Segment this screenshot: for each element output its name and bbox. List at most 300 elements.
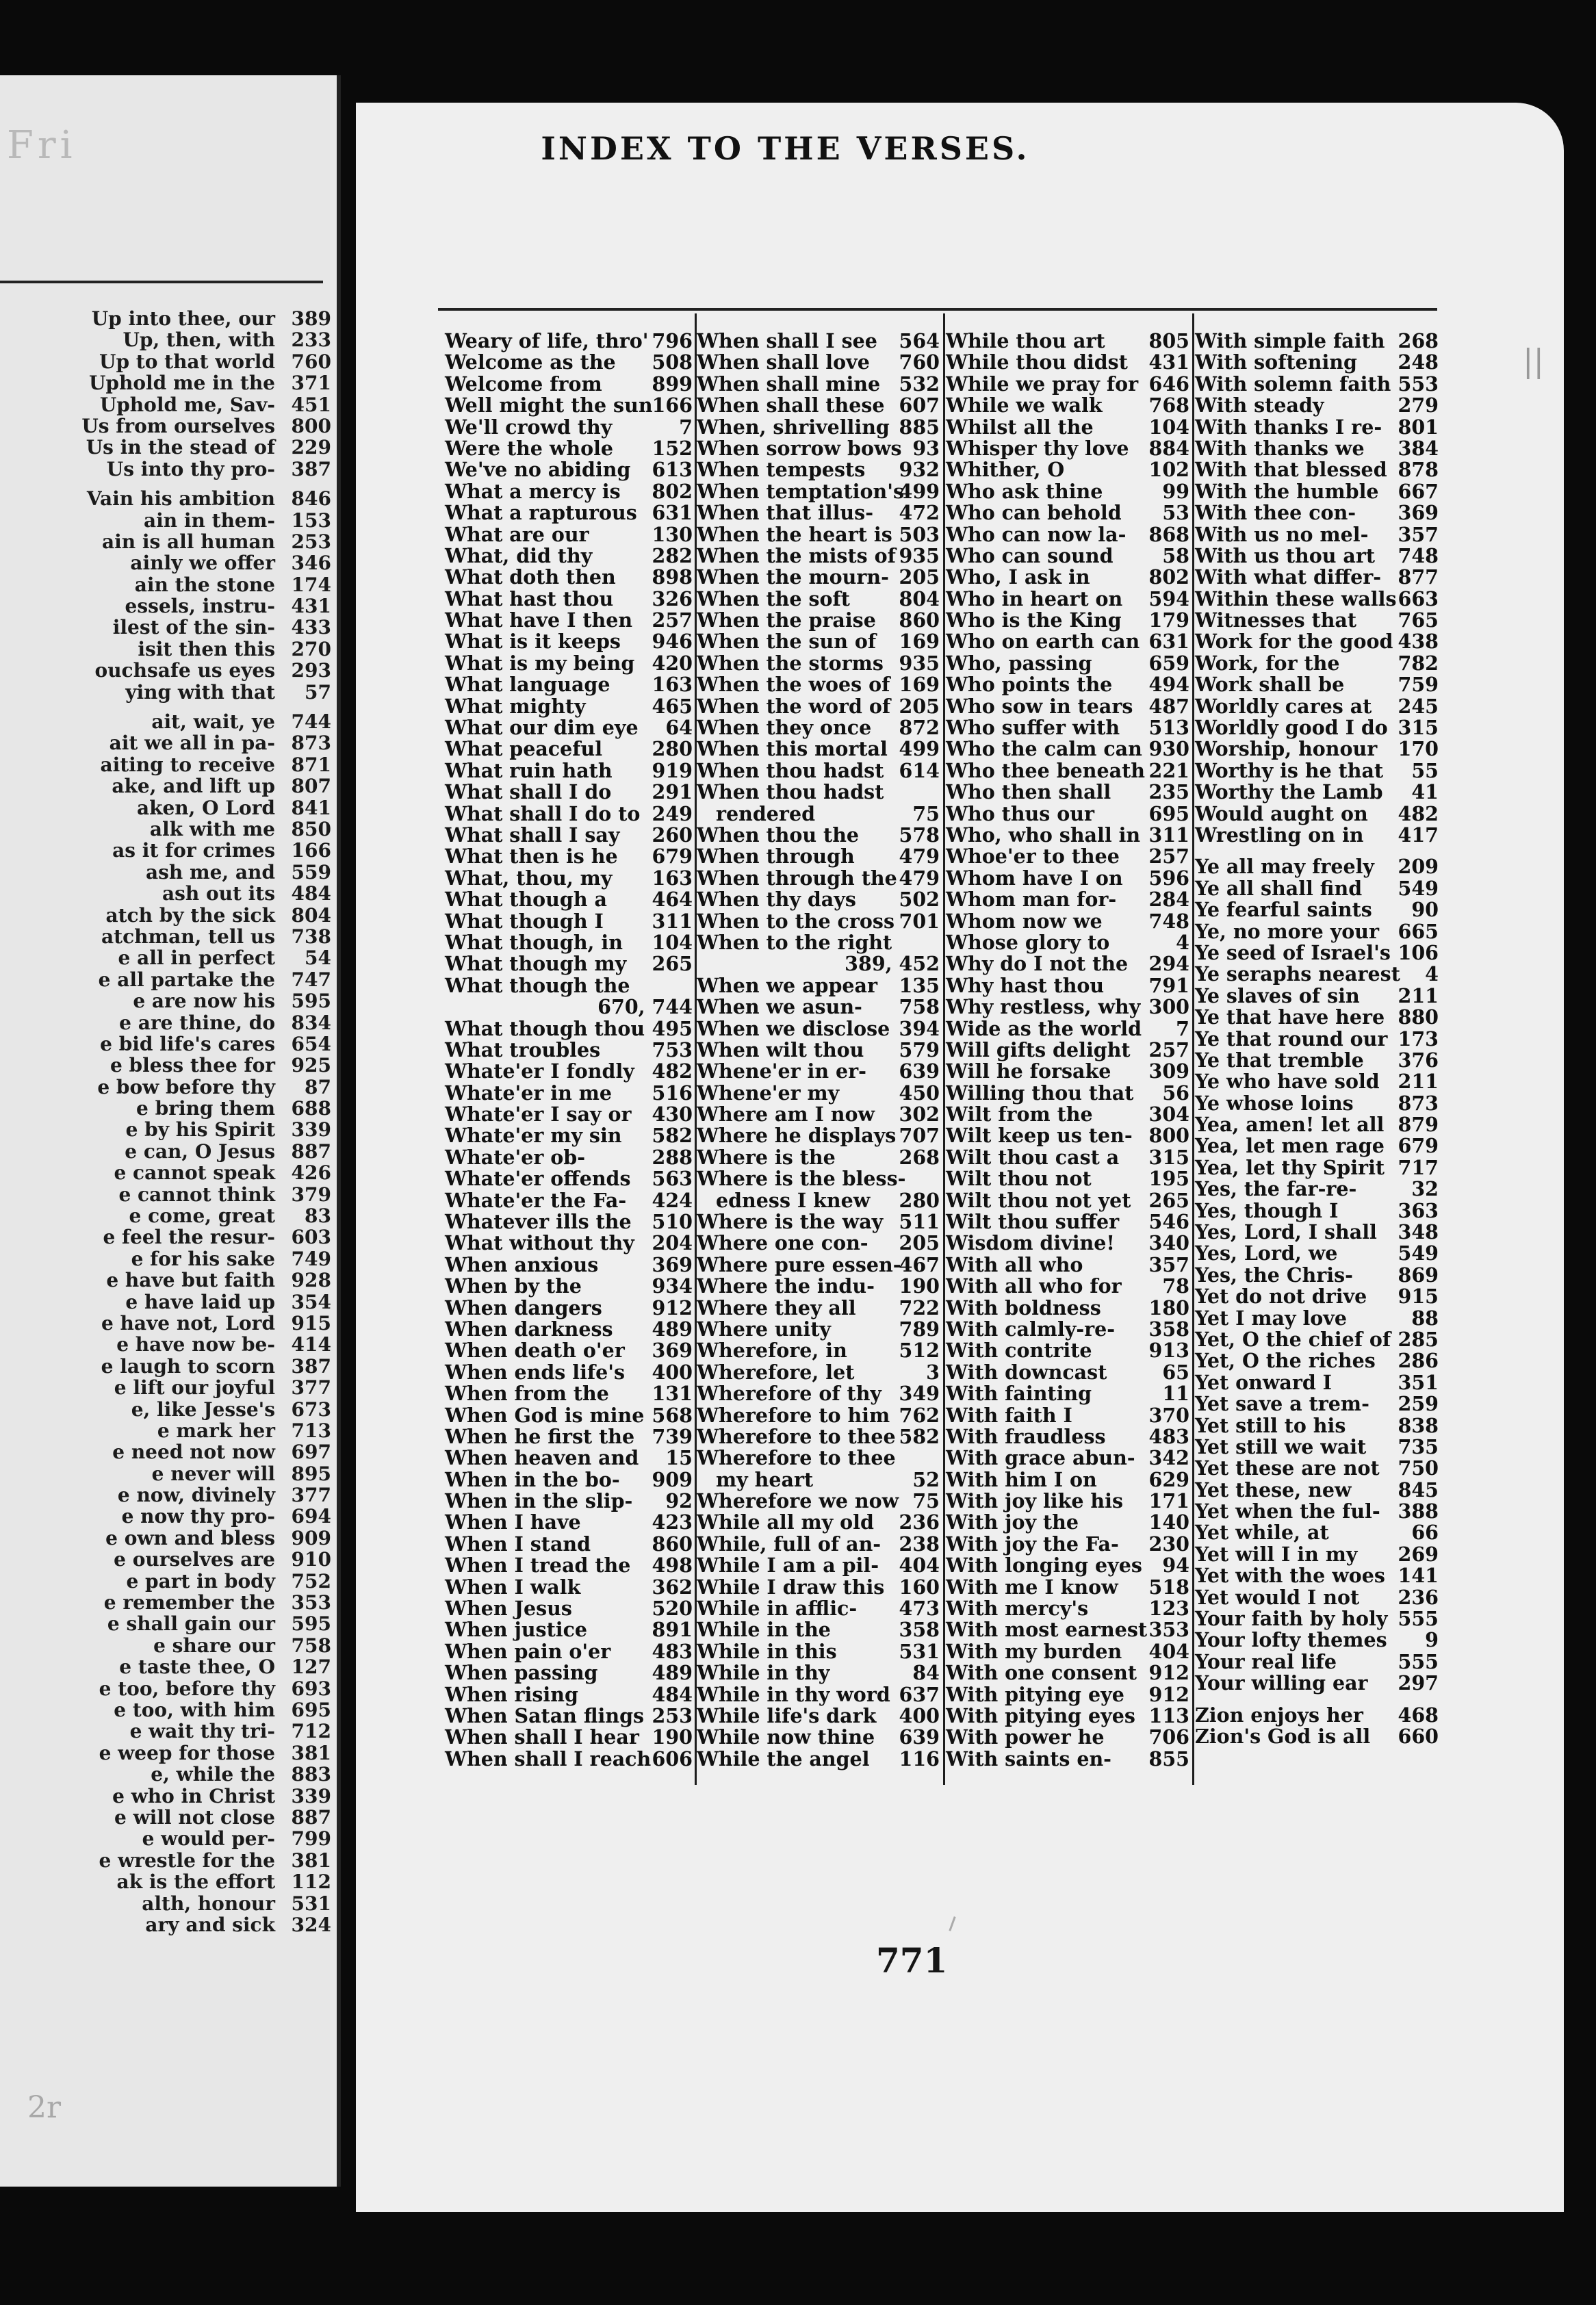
index-entry — [1195, 1200, 1439, 1222]
index-entry — [445, 1534, 693, 1555]
entry-first-line: While we pray for — [946, 372, 1139, 396]
left-line-number: 895 — [291, 1463, 331, 1485]
entry-first-line: Where is the way — [697, 1210, 884, 1234]
left-index-line — [0, 1463, 337, 1484]
left-index-line — [0, 1141, 337, 1162]
index-entry — [697, 331, 940, 352]
entry-first-line: Witnesses that — [1195, 608, 1357, 632]
index-entry — [445, 825, 693, 846]
left-line-number: 293 — [291, 660, 331, 682]
index-entry — [1195, 696, 1439, 717]
left-line-text: e laugh to scorn — [101, 1355, 275, 1378]
index-entry — [1195, 524, 1439, 545]
index-entry — [946, 1512, 1189, 1533]
entry-first-line: When I stand — [445, 1532, 591, 1556]
index-entry — [697, 545, 940, 567]
index-entry — [445, 738, 693, 760]
left-index-line — [0, 552, 337, 574]
entry-first-line: Yet these are not — [1195, 1456, 1380, 1480]
index-entry — [445, 1083, 693, 1104]
left-line-text: e have now be- — [116, 1334, 275, 1356]
entry-first-line: Where the indu- — [697, 1274, 875, 1298]
entry-hymn-number: 629 — [1148, 1467, 1189, 1491]
entry-hymn-number: 257 — [652, 608, 693, 632]
entry-hymn-number: 879 — [1398, 1113, 1439, 1137]
index-entry — [697, 1362, 940, 1383]
entry-first-line: With him I on — [946, 1467, 1097, 1491]
entry-hymn-number: 170 — [1398, 737, 1439, 761]
entry-first-line: Wherefore to him — [697, 1403, 890, 1427]
left-line-text: e have but faith — [106, 1270, 275, 1291]
index-entry — [697, 953, 940, 975]
left-line-number: 339 — [291, 1785, 331, 1807]
left-line-text: alth, honour — [142, 1892, 275, 1914]
entry-hymn-number: 93 — [912, 436, 940, 460]
entry-hymn-number: 376 — [1398, 1048, 1439, 1072]
left-line-number: 799 — [291, 1828, 331, 1850]
index-entry — [946, 653, 1189, 674]
left-index-line — [0, 797, 337, 819]
entry-hymn-number: 351 — [1398, 1370, 1439, 1394]
index-entry — [946, 1426, 1189, 1447]
left-line-text: ain is all human — [101, 530, 275, 553]
left-line-text: e too, with him — [114, 1699, 275, 1721]
left-line-number: 484 — [291, 883, 331, 905]
index-entry — [697, 1319, 940, 1340]
entry-hymn-number: 631 — [1148, 630, 1189, 654]
index-entry — [697, 932, 940, 953]
index-entry — [1195, 481, 1439, 502]
entry-first-line: What our dim eye — [445, 716, 639, 740]
index-entry — [445, 502, 693, 524]
entry-hymn-number: 388 — [1398, 1499, 1439, 1523]
index-entry — [1195, 1522, 1439, 1543]
left-line-text: Up to that world — [99, 350, 275, 373]
index-entry — [445, 524, 693, 545]
index-entry — [1195, 1265, 1439, 1286]
entry-hymn-number: 291 — [652, 780, 693, 804]
index-entry — [1195, 1243, 1439, 1264]
left-line-number: 83 — [305, 1205, 331, 1227]
entry-first-line: Weary of life, thro' — [445, 329, 649, 352]
entry-hymn-number: 66 — [1411, 1521, 1439, 1545]
index-entry — [445, 760, 693, 782]
entry-first-line: Who suffer with — [946, 716, 1120, 740]
entry-hymn-number: 511 — [899, 1210, 940, 1234]
left-index-line — [0, 1055, 337, 1076]
left-line-text: e share our — [153, 1634, 275, 1657]
entry-hymn-number: 670, 744 — [597, 995, 693, 1019]
index-entry — [946, 1298, 1189, 1319]
entry-hymn-number: 489 — [652, 1317, 693, 1341]
entry-first-line: Wherefore, in — [697, 1339, 847, 1363]
entry-first-line: Your lofty themes — [1195, 1628, 1387, 1652]
index-entry — [946, 1147, 1189, 1168]
index-entry — [946, 1727, 1189, 1748]
entry-hymn-number: 269 — [1398, 1542, 1439, 1566]
index-entry — [1195, 1372, 1439, 1393]
left-line-text: e now, divinely — [117, 1484, 275, 1506]
left-index-line — [0, 711, 337, 732]
entry-first-line: We've no abiding — [445, 458, 631, 482]
index-entry — [445, 846, 693, 867]
entry-first-line: Wilt thou not — [946, 1167, 1092, 1191]
entry-hymn-number: 934 — [652, 1274, 693, 1298]
index-entry — [445, 1619, 693, 1640]
entry-hymn-number: 353 — [1148, 1618, 1189, 1642]
entry-first-line: Yet when the ful- — [1195, 1499, 1380, 1523]
entry-hymn-number: 102 — [1148, 458, 1189, 482]
entry-hymn-number: 88 — [1411, 1306, 1439, 1330]
entry-first-line: When tempests — [697, 458, 866, 482]
entry-first-line: rendered — [716, 801, 816, 825]
left-line-number: 166 — [291, 840, 331, 862]
index-entry — [697, 889, 940, 910]
entry-first-line: Ye all shall find — [1195, 876, 1363, 900]
entry-first-line: We'll crowd thy — [445, 415, 613, 439]
entry-hymn-number: 400 — [899, 1704, 940, 1727]
entry-hymn-number: 11 — [1162, 1382, 1189, 1406]
entry-first-line: With thee con- — [1195, 501, 1356, 525]
left-line-number: 887 — [291, 1806, 331, 1829]
entry-first-line: Ye slaves of sin — [1195, 983, 1360, 1007]
entry-hymn-number: 802 — [1148, 565, 1189, 589]
index-entry — [946, 1190, 1189, 1211]
entry-hymn-number: 759 — [1398, 673, 1439, 697]
entry-first-line: Yet onward I — [1195, 1370, 1333, 1394]
index-entry — [1195, 899, 1439, 920]
left-line-text: e remember the — [103, 1592, 275, 1614]
index-entry — [445, 589, 693, 610]
index-entry — [1195, 1007, 1439, 1028]
index-entry — [946, 1083, 1189, 1104]
left-index-line — [0, 1893, 337, 1914]
entry-first-line: Who points the — [946, 673, 1113, 697]
entry-hymn-number: 221 — [1148, 758, 1189, 782]
left-index-line — [0, 437, 337, 458]
left-line-text: e never will — [151, 1463, 275, 1485]
left-line-text: ake, and lift up — [112, 775, 275, 797]
entry-first-line: Where they all — [697, 1296, 856, 1319]
entry-first-line: Ye that round our — [1195, 1027, 1388, 1051]
entry-hymn-number: 508 — [652, 350, 693, 374]
index-entry — [1195, 1093, 1439, 1114]
entry-first-line: With boldness — [946, 1296, 1101, 1319]
entry-first-line: While in thy word — [697, 1682, 890, 1706]
left-index-line — [0, 883, 337, 904]
left-index-line — [0, 459, 337, 480]
entry-first-line: Work for the good — [1195, 630, 1393, 654]
entry-first-line: Ye, no more your — [1195, 919, 1380, 943]
entry-first-line: With joy the Fa- — [946, 1532, 1119, 1556]
index-entry — [1195, 1135, 1439, 1157]
entry-hymn-number: 438 — [1398, 630, 1439, 654]
entry-hymn-number: 912 — [1148, 1682, 1189, 1706]
entry-first-line: What, thou, my — [445, 866, 613, 890]
entry-hymn-number: 169 — [899, 673, 940, 697]
left-line-text: e will not close — [114, 1806, 275, 1829]
index-entry — [946, 975, 1189, 996]
entry-hymn-number: 873 — [1398, 1091, 1439, 1115]
left-line-text: ouchsafe us eyes — [94, 660, 275, 682]
index-entry — [946, 331, 1189, 352]
left-line-text: e by his Spirit — [125, 1119, 275, 1141]
entry-hymn-number: 342 — [1148, 1446, 1189, 1470]
entry-first-line: Worthy is he that — [1195, 758, 1384, 782]
entry-hymn-number: 915 — [1398, 1285, 1439, 1309]
entry-hymn-number: 564 — [899, 329, 940, 352]
entry-hymn-number: 404 — [899, 1554, 940, 1578]
left-line-number: 712 — [291, 1721, 331, 1742]
index-entry — [946, 610, 1189, 631]
index-entry — [946, 803, 1189, 825]
left-line-text: e bless thee for — [110, 1055, 275, 1077]
entry-hymn-number: 280 — [652, 737, 693, 761]
left-index-line — [0, 1506, 337, 1527]
entry-hymn-number: 482 — [1398, 801, 1439, 825]
entry-first-line: Yet do not drive — [1195, 1285, 1367, 1309]
left-index-line — [0, 595, 337, 617]
left-line-text: e cannot think — [118, 1183, 275, 1206]
entry-hymn-number: 872 — [899, 716, 940, 740]
left-line-number: 758 — [291, 1634, 331, 1657]
entry-hymn-number: 259 — [1398, 1392, 1439, 1416]
index-entry — [697, 653, 940, 674]
left-index-line — [0, 775, 337, 797]
index-entry — [697, 868, 940, 889]
entry-first-line: What though the — [445, 973, 630, 997]
entry-hymn-number: 152 — [652, 436, 693, 460]
entry-hymn-number: 679 — [1398, 1134, 1439, 1158]
entry-first-line: Worship, honour — [1195, 737, 1378, 761]
index-column-3 — [946, 331, 1189, 1770]
entry-hymn-number: 123 — [1148, 1597, 1189, 1621]
entry-first-line: Who, who shall in — [946, 823, 1141, 847]
index-entry — [445, 696, 693, 717]
entry-first-line: When Jesus — [445, 1597, 572, 1621]
entry-first-line: Where is the — [697, 1145, 836, 1169]
index-entry — [445, 1147, 693, 1168]
index-entry — [697, 1104, 940, 1125]
entry-first-line: Who in heart on — [946, 587, 1123, 610]
entry-hymn-number: 909 — [652, 1467, 693, 1491]
left-line-number: 174 — [291, 574, 331, 596]
left-index-line — [0, 1184, 337, 1205]
index-entry — [946, 1684, 1189, 1705]
entry-hymn-number: 722 — [899, 1296, 940, 1319]
index-entry — [1195, 1071, 1439, 1092]
entry-first-line: While thou didst — [946, 350, 1128, 374]
entry-first-line: With what differ- — [1195, 565, 1382, 589]
left-line-number: 433 — [291, 617, 331, 639]
left-line-text: Uphold me in the — [88, 372, 275, 394]
index-entry — [445, 545, 693, 567]
left-line-text: e are now his — [133, 990, 275, 1012]
entry-first-line: While we walk — [946, 394, 1103, 417]
index-column-4 — [1195, 331, 1439, 1747]
index-entry — [445, 1447, 693, 1469]
entry-hymn-number: 518 — [1148, 1575, 1189, 1599]
index-entry — [445, 1469, 693, 1491]
entry-first-line: Your faith by holy — [1195, 1607, 1388, 1631]
entry-first-line: Wherefore we now — [697, 1489, 899, 1513]
left-line-number: 928 — [291, 1270, 331, 1291]
entry-hymn-number: 424 — [652, 1188, 693, 1212]
left-line-number: 127 — [291, 1656, 331, 1678]
entry-hymn-number: 205 — [899, 1231, 940, 1255]
entry-first-line: Yet will I in my — [1195, 1542, 1358, 1566]
entry-first-line: When we asun- — [697, 995, 862, 1019]
entry-hymn-number: 498 — [652, 1554, 693, 1578]
left-index-line — [0, 488, 337, 509]
entry-hymn-number: 404 — [1148, 1639, 1189, 1663]
left-line-text: alk with me — [149, 818, 275, 840]
entry-hymn-number: 637 — [899, 1682, 940, 1706]
entry-hymn-number: 483 — [1148, 1424, 1189, 1448]
index-entry — [1195, 1350, 1439, 1372]
entry-first-line: Wherefore of thy — [697, 1382, 881, 1406]
entry-hymn-number: 877 — [1398, 565, 1439, 589]
entry-hymn-number: 75 — [912, 801, 940, 825]
left-line-text: Us into thy pro- — [106, 458, 275, 480]
entry-first-line: What is it keeps — [445, 630, 621, 654]
entry-hymn-number: 384 — [1398, 436, 1439, 460]
entry-hymn-number: 431 — [1148, 350, 1189, 374]
index-entry — [697, 1491, 940, 1512]
entry-hymn-number: 53 — [1162, 501, 1189, 525]
index-entry — [946, 502, 1189, 524]
left-line-number: 153 — [291, 509, 331, 531]
entry-hymn-number: 358 — [1148, 1317, 1189, 1341]
entry-first-line: Wide as the world — [946, 1016, 1142, 1040]
entry-first-line: With downcast — [946, 1360, 1107, 1384]
entry-first-line: Wilt from the — [946, 1103, 1093, 1126]
entry-first-line: When passing — [445, 1661, 598, 1685]
entry-first-line: When in the slip- — [445, 1489, 633, 1513]
index-entry — [697, 1469, 940, 1491]
entry-hymn-number: 257 — [1148, 1038, 1189, 1061]
entry-first-line: Yes, the Chris- — [1195, 1263, 1353, 1287]
entry-first-line: When they once — [697, 716, 872, 740]
left-index-line — [0, 862, 337, 883]
entry-first-line: With me I know — [946, 1575, 1118, 1599]
index-entry — [445, 481, 693, 502]
entry-first-line: Ye whose loins — [1195, 1091, 1354, 1115]
entry-first-line: Yes, though I — [1195, 1198, 1339, 1222]
left-line-text: e taste thee, O — [119, 1656, 275, 1678]
entry-first-line: With thanks we — [1195, 436, 1365, 460]
left-line-number: 749 — [291, 1248, 331, 1270]
left-line-text: ainly we offer — [130, 552, 275, 574]
entry-first-line: my heart — [716, 1467, 814, 1491]
entry-hymn-number: 369 — [652, 1252, 693, 1276]
left-line-number: 531 — [291, 1892, 331, 1914]
index-entry — [697, 1147, 940, 1168]
entry-hymn-number: 230 — [1148, 1532, 1189, 1556]
entry-first-line: With us no mel- — [1195, 522, 1369, 546]
left-line-text: e shall gain our — [107, 1613, 275, 1635]
index-entry — [1195, 1393, 1439, 1415]
entry-hymn-number: 131 — [652, 1382, 693, 1406]
entry-hymn-number: 804 — [899, 587, 940, 610]
left-line-number: 381 — [291, 1849, 331, 1872]
index-entry — [445, 1426, 693, 1447]
index-entry — [697, 1447, 940, 1469]
entry-hymn-number: 579 — [899, 1038, 940, 1061]
entry-first-line: When by the — [445, 1274, 582, 1298]
left-index-line — [0, 639, 337, 660]
entry-first-line: What then is he — [445, 845, 618, 868]
entry-hymn-number: 473 — [899, 1597, 940, 1621]
index-entry — [445, 1555, 693, 1576]
entry-first-line: With thanks I re- — [1195, 415, 1382, 439]
entry-hymn-number: 869 — [1398, 1263, 1439, 1287]
index-entry — [1195, 1434, 1439, 1458]
entry-first-line: Whom have I on — [946, 866, 1123, 890]
left-index-line — [0, 732, 337, 754]
entry-first-line: What shall I do to — [445, 801, 641, 825]
entry-hymn-number: 750 — [1398, 1456, 1439, 1480]
index-entry — [445, 331, 693, 352]
entry-hymn-number: 860 — [899, 608, 940, 632]
entry-hymn-number: 280 — [899, 1188, 940, 1212]
index-entry — [1195, 374, 1439, 395]
entry-hymn-number: 348 — [1398, 1220, 1439, 1244]
index-entry — [946, 1705, 1189, 1727]
index-entry — [697, 1125, 940, 1146]
entry-first-line: Ye who have sold — [1195, 1070, 1380, 1094]
entry-hymn-number: 665 — [1398, 919, 1439, 943]
left-index-line — [0, 372, 337, 394]
index-entry — [1195, 567, 1439, 588]
left-line-number: 324 — [291, 1914, 331, 1936]
entry-hymn-number: 7 — [1176, 1016, 1189, 1040]
entry-first-line: Who thus our — [946, 801, 1094, 825]
entry-hymn-number: 758 — [899, 995, 940, 1019]
left-line-number: 603 — [291, 1226, 331, 1248]
index-entry — [946, 782, 1189, 803]
entry-first-line: Whate'er my sin — [445, 1124, 622, 1148]
entry-hymn-number: 15 — [665, 1446, 693, 1470]
left-line-text: e now thy pro- — [121, 1506, 275, 1528]
entry-first-line: When we appear — [697, 973, 878, 997]
entry-hymn-number: 782 — [1398, 651, 1439, 675]
entry-hymn-number: 739 — [652, 1424, 693, 1448]
entry-hymn-number: 417 — [1398, 823, 1439, 847]
entry-first-line: Where am I now — [697, 1103, 875, 1126]
index-entry — [1195, 459, 1439, 480]
bottom-pencil-mark: 2r — [27, 2090, 62, 2125]
index-entry — [697, 1619, 940, 1640]
entry-first-line: Yet still to his — [1195, 1413, 1346, 1437]
left-index-line — [0, 1613, 337, 1634]
entry-hymn-number: 205 — [899, 565, 940, 589]
entry-first-line: Who can now la- — [946, 522, 1127, 546]
index-entry — [946, 481, 1189, 502]
entry-hymn-number: 32 — [1411, 1177, 1439, 1201]
entry-hymn-number: 805 — [1148, 329, 1189, 352]
entry-hymn-number: 502 — [899, 888, 940, 912]
entry-first-line: When thy days — [697, 888, 856, 912]
index-entry — [946, 352, 1189, 373]
entry-first-line: Willing thou that — [946, 1081, 1134, 1105]
left-line-number: 377 — [291, 1484, 331, 1506]
entry-hymn-number: 300 — [1148, 995, 1189, 1019]
entry-first-line: When the storms — [697, 651, 884, 675]
entry-hymn-number: 75 — [912, 1489, 940, 1513]
index-entry — [946, 1405, 1189, 1426]
entry-hymn-number: 659 — [1148, 651, 1189, 675]
